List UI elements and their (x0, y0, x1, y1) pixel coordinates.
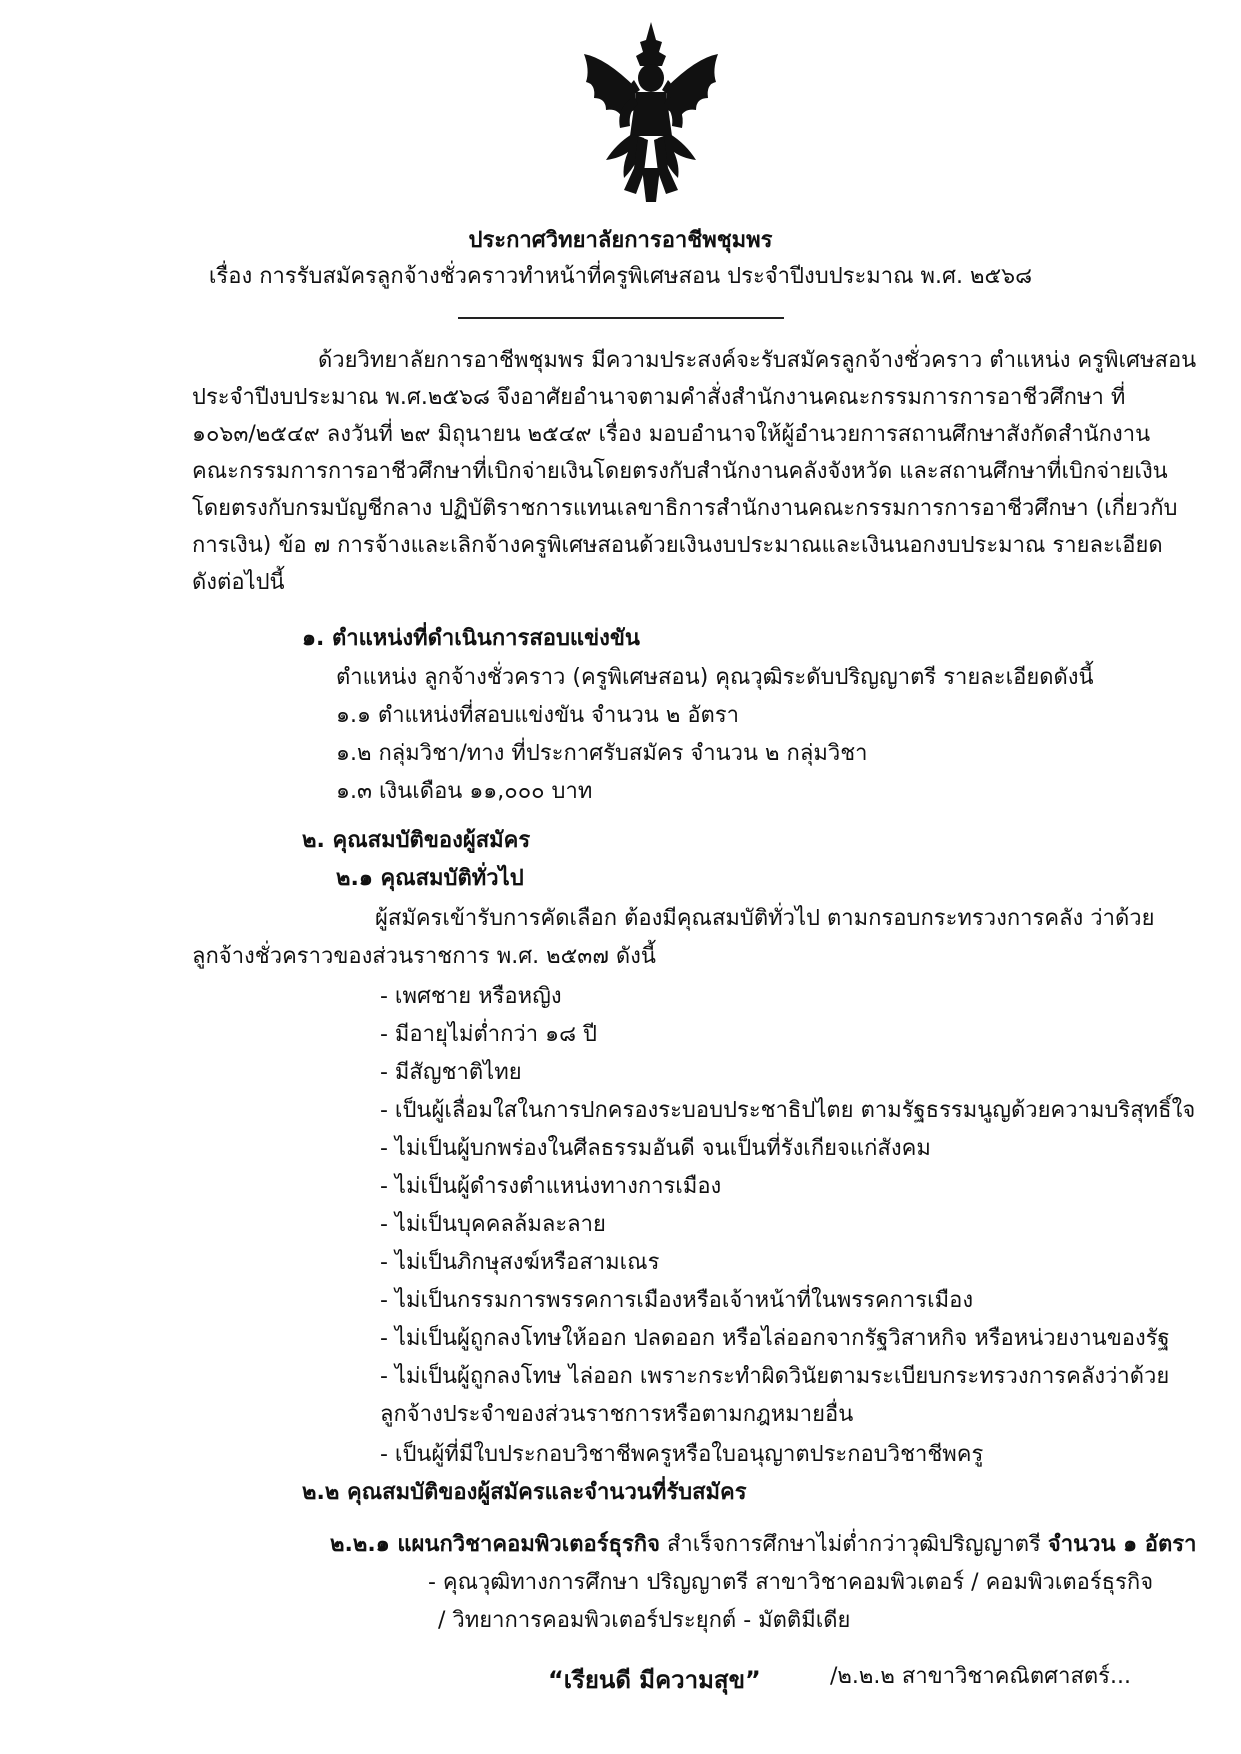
motto: “เรียนดี มีความสุข” (548, 1666, 761, 1694)
qualification-item: ลูกจ้างประจำของส่วนราชการหรือตามกฎหมายอื่น (380, 1402, 854, 1427)
qualification-item: - มีสัญชาติไทย (380, 1060, 522, 1085)
announcement-subject: เรื่อง การรับสมัครลูกจ้างชั่วคราวทำหน้าที่ครูพิเศษสอน ประจำปีงบประมาณ พ.ศ. ๒๕๖๘ (208, 264, 1033, 289)
intro-line: ดังต่อไปนี้ (192, 570, 285, 595)
intro-line: โดยตรงกับกรมบัญชีกลาง ปฏิบัติราชการแทนเลขาธิการสำนักงานคณะกรรมการการอาชีวศึกษา (เกี่ยวกับ (192, 496, 1178, 521)
title-divider (458, 317, 784, 319)
intro-line: ด้วยวิทยาลัยการอาชีพชุมพร มีความประสงค์จะรับสมัครลูกจ้างชั่วคราว ตำแหน่ง ครูพิเศษสอน (318, 348, 1197, 373)
section-heading: ๒. คุณสมบัติของผู้สมัคร (302, 828, 531, 853)
department-detail: / วิทยาการคอมพิวเตอร์ประยุกต์ - มัตติมีเดีย (438, 1608, 851, 1633)
qualification-intro: ผู้สมัครเข้ารับการคัดเลือก ต้องมีคุณสมบัติทั่วไป ตามกรอบกระทรวงการคลัง ว่าด้วย (375, 906, 1155, 931)
position-line: ตำแหน่ง ลูกจ้างชั่วคราว (ครูพิเศษสอน) คุณวุฒิระดับปริญญาตรี รายละเอียดดังนี้ (336, 665, 1094, 690)
subsection-heading: ๒.๑ คุณสมบัติทั่วไป (336, 866, 524, 891)
announcement-title: ประกาศวิทยาลัยการอาชีพชุมพร (468, 228, 773, 253)
qualification-item: - ไม่เป็นผู้ถูกลงโทษ ไล่ออก เพราะกระทำผิดวินัยตามระเบียบกระทรวงการคลังว่าด้วย (380, 1364, 1170, 1389)
department-detail: - คุณวุฒิทางการศึกษา ปริญญาตรี สาขาวิชาคอมพิวเตอร์ / คอมพิวเตอร์ธุรกิจ (428, 1570, 1154, 1595)
intro-line: คณะกรรมการการอาชีวศึกษาที่เบิกจ่ายเงินโดยตรงกับสำนักงานคลังจังหวัด และสถานศึกษาที่เบิกจ่ายเงิน (192, 459, 1168, 484)
qualification-item: - ไม่เป็นผู้ถูกลงโทษให้ออก ปลดออก หรือไล่ออกจากรัฐวิสาหกิจ หรือหน่วยงานของรัฐ (380, 1326, 1170, 1351)
qualification-item: - เพศชาย หรือหญิง (380, 984, 562, 1009)
subsection-heading: ๒.๒ คุณสมบัติของผู้สมัครและจำนวนที่รับสมัคร (302, 1480, 747, 1505)
garuda-emblem (576, 18, 726, 206)
qualification-item: - มีอายุไม่ต่ำกว่า ๑๘ ปี (380, 1022, 598, 1047)
qualification-item: - ไม่เป็นบุคคลล้มละลาย (380, 1212, 606, 1237)
continuation-note: /๒.๒.๒ สาขาวิชาคณิตศาสตร์... (830, 1664, 1131, 1689)
qualification-item: - ไม่เป็นผู้บกพร่องในศีลธรรมอันดี จนเป็นที่รังเกียจแก่สังคม (380, 1136, 931, 1161)
position-item: ๑.๑ ตำแหน่งที่สอบแข่งขัน จำนวน ๒ อัตรา (336, 703, 739, 728)
qualification-item: - ไม่เป็นภิกษุสงฆ์หรือสามเณร (380, 1250, 660, 1275)
intro-line: ประจำปีงบประมาณ พ.ศ.๒๕๖๘ จึงอาศัยอำนาจตามคำสั่งสำนักงานคณะกรรมการการอาชีวศึกษา ที่ (192, 385, 1126, 410)
department-requirement: สำเร็จการศึกษาไม่ต่ำกว่าวุฒิปริญญาตรี (667, 1532, 1041, 1557)
qualification-item: - ไม่เป็นผู้ดำรงตำแหน่งทางการเมือง (380, 1174, 722, 1199)
department-line (330, 1530, 1196, 1560)
intro-line: ๑๐๖๓/๒๕๔๙ ลงวันที่ ๒๙ มิถุนายน ๒๕๔๙ เรื่อง มอบอำนาจให้ผู้อำนวยการสถานศึกษาสังกัดสำนักงาน (192, 422, 1151, 447)
position-item: ๑.๒ กลุ่มวิชา/ทาง ที่ประกาศรับสมัคร จำนวน ๒ กลุ่มวิชา (336, 741, 868, 766)
qualification-item: - เป็นผู้ที่มีใบประกอบวิชาชีพครูหรือใบอนุญาตประกอบวิชาชีพครู (380, 1442, 984, 1467)
intro-line: การเงิน) ข้อ ๗ การจ้างและเลิกจ้างครูพิเศษสอนด้วยเงินงบประมาณและเงินนอกงบประมาณ รายละเอียด (192, 533, 1163, 558)
qualification-intro: ลูกจ้างชั่วคราวของส่วนราชการ พ.ศ. ๒๕๓๗ ดังนี้ (192, 944, 656, 969)
department-count: จำนวน ๑ อัตรา (1047, 1532, 1197, 1557)
qualification-item: - ไม่เป็นกรรมการพรรคการเมืองหรือเจ้าหน้าที่ในพรรคการเมือง (380, 1288, 974, 1313)
department-label: ๒.๒.๑ แผนกวิชาคอมพิวเตอร์ธุรกิจ (330, 1532, 660, 1557)
qualification-item: - เป็นผู้เลื่อมใสในการปกครองระบอบประชาธิปไตย ตามรัฐธรรมนูญด้วยความบริสุทธิ์ใจ (380, 1098, 1196, 1123)
section-heading: ๑. ตำแหน่งที่ดำเนินการสอบแข่งขัน (302, 626, 640, 651)
salary-item: ๑.๓ เงินเดือน ๑๑,๐๐๐ บาท (336, 779, 593, 804)
